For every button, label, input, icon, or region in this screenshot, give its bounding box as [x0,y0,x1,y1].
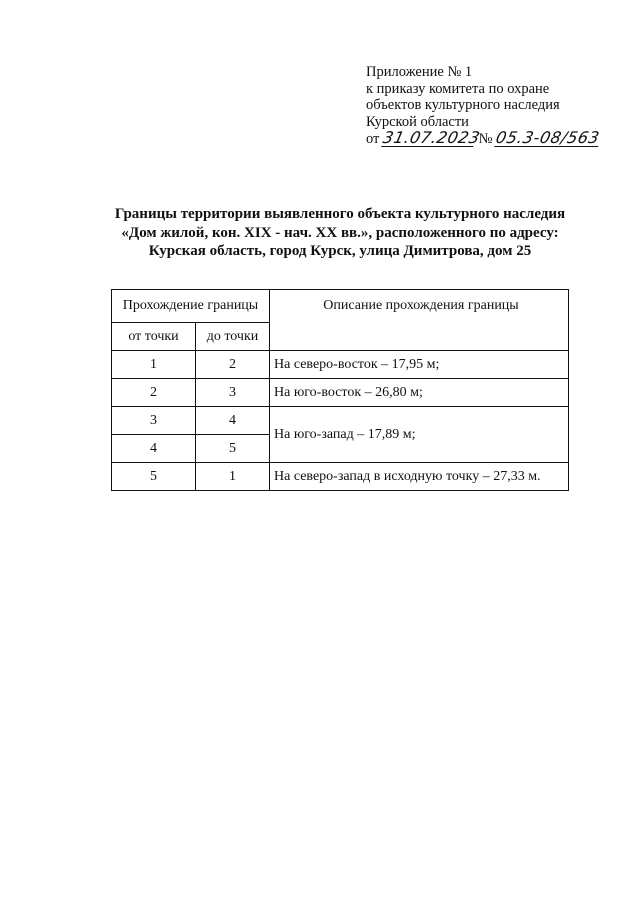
header-to: до точки [196,323,270,351]
from-label: от [366,131,380,147]
title-line-3: Курская область, город Курск, улица Димитрова, дом 25 [148,243,532,259]
cell-to: 5 [196,435,270,463]
cell-from: 5 [112,463,196,491]
cell-description: На юго-запад – 17,89 м; [270,407,569,463]
title-line-2: «Дом жилой, кон. XIX - нач. XX вв.», расположенного по адресу: [121,224,559,241]
table-row [112,407,569,435]
title-line-1: Границы территории выявленного объекта культурного наследия [114,206,566,222]
appendix-block [366,64,600,148]
cell-to: 4 [196,407,270,435]
appendix-date-number-line [366,130,600,148]
table-row [112,351,569,379]
cell-description: На северо-запад в исходную точку – 27,33 м. [270,463,569,491]
number-label: № [478,131,493,147]
cell-from: 1 [112,351,196,379]
cell-from: 3 [112,407,196,435]
header-boundary: Прохождение границы [112,290,270,323]
cell-description: На юго-восток – 26,80 м; [270,379,569,407]
cell-from: 2 [112,379,196,407]
appendix-region-line: Курской области [366,113,469,130]
document-title [60,205,620,261]
table-row [112,379,569,407]
handwritten-date: 31.07.2023 [381,128,482,147]
table-row [112,463,569,491]
appendix-order-line: к приказу комитета по охране [366,80,550,97]
cell-description: На северо-восток – 17,95 м; [270,351,569,379]
cell-from: 4 [112,435,196,463]
appendix-committee-line: объектов культурного наследия [366,97,560,113]
header-description: Описание прохождения границы [270,290,569,351]
appendix-title: Приложение № 1 [366,64,473,80]
cell-to: 2 [196,351,270,379]
handwritten-number: 05.3-08/563 [494,128,602,147]
cell-to: 1 [196,463,270,491]
boundary-table [111,289,569,491]
header-from: от точки [112,323,196,351]
table-header-row [112,290,569,323]
cell-to: 3 [196,379,270,407]
